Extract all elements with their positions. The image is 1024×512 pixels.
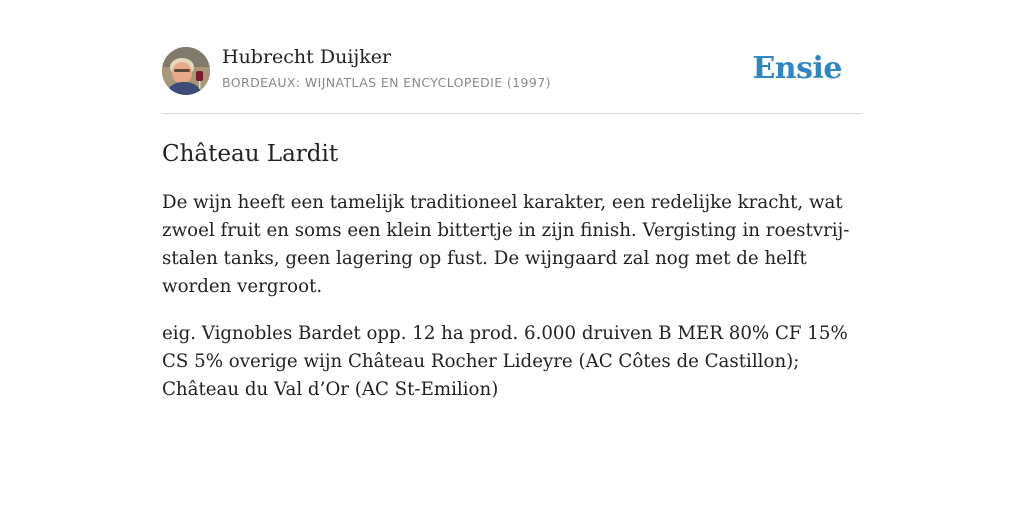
author-name[interactable]: Hubrecht Duijker bbox=[222, 46, 392, 68]
header bbox=[162, 45, 862, 114]
entry-title: Château Lardit bbox=[162, 141, 339, 167]
source-title[interactable]: BORDEAUX: WIJNATLAS EN ENCYCLOPEDIE (1997) bbox=[222, 75, 551, 90]
article-card bbox=[162, 45, 862, 404]
author-avatar[interactable] bbox=[162, 47, 210, 95]
entry-paragraph-description: De wijn heeft een tamelijk traditioneel karakter, een redelijke kracht, wat zwoel fruit en soms een klein bittertje in zijn finish. Vergisting in roestvrij-stalen tanks, geen lagering op fust. De wijngaard zal nog met de helft worden vergroot. bbox=[162, 192, 850, 297]
ensie-logo[interactable]: Ensie bbox=[752, 51, 842, 86]
author-portrait bbox=[162, 47, 210, 95]
entry-paragraph-details: eig. Vignobles Bardet opp. 12 ha prod. 6.000 druiven B MER 80% CF 15% CS 5% overige wijn Château Rocher Lideyre (AC Côtes de Castillon); Château du Val d’Or (AC St-Emilion) bbox=[162, 323, 848, 400]
